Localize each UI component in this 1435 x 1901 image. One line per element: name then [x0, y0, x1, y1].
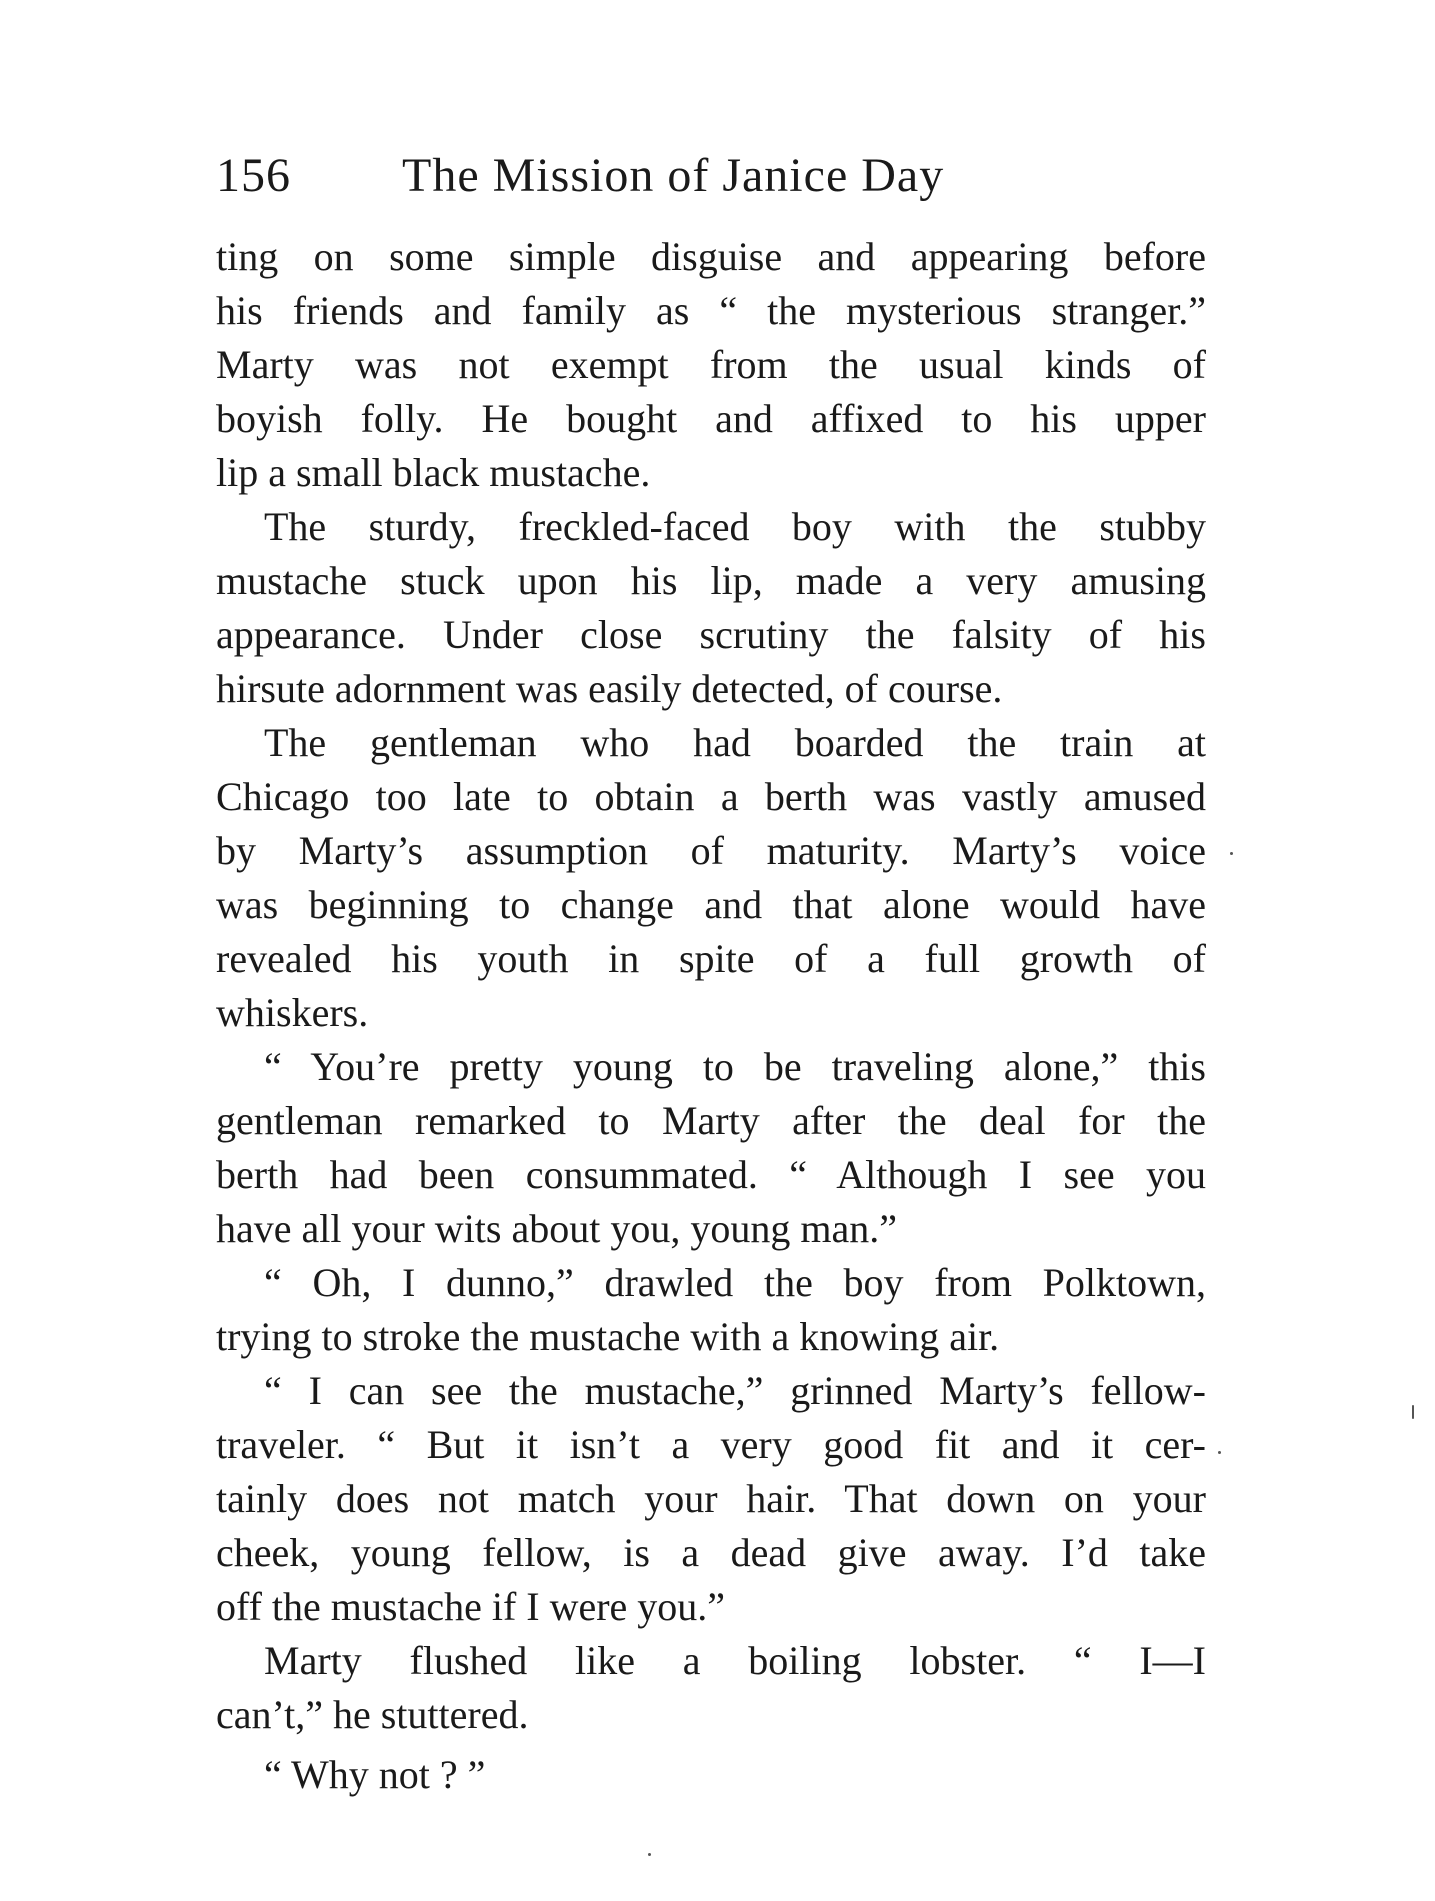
text-line: trying to stroke the mustache with a knowing air. [216, 1314, 1000, 1359]
scan-speck [1230, 852, 1233, 855]
running-header [216, 146, 1026, 206]
text-line: whiskers. [216, 990, 369, 1035]
text-line: “ I can see the mustache,” grinned Marty’s fellow- [264, 1368, 1206, 1413]
text-line: The gentleman who had boarded the train at [264, 720, 1206, 765]
page-number: 156 [216, 149, 291, 202]
text-line: Marty flushed like a boiling lobster. “ I—I [264, 1638, 1206, 1683]
scan-speck [648, 1853, 651, 1856]
text-line: hirsute adornment was easily detected, of course. [216, 666, 1003, 711]
text-line: appearance. Under close scrutiny the falsity of his [216, 612, 1206, 657]
scan-speck [1412, 1405, 1414, 1419]
text-line: berth had been consummated. “ Although I see you [216, 1152, 1206, 1197]
text-line: ting on some simple disguise and appearing before [216, 234, 1206, 279]
text-line: can’t,” he stuttered. [216, 1692, 529, 1737]
text-line: off the mustache if I were you.” [216, 1584, 726, 1629]
text-line: “ You’re pretty young to be traveling alone,” this [264, 1044, 1206, 1089]
running-title: The Mission of Janice Day [402, 149, 945, 202]
text-line: The sturdy, freckled-faced boy with the stubby [264, 504, 1206, 549]
text-line: tainly does not match your hair. That down on your [216, 1476, 1206, 1521]
text-line: Marty was not exempt from the usual kinds of [216, 342, 1206, 387]
text-line: lip a small black mustache. [216, 450, 651, 495]
text-line: “ Oh, I dunno,” drawled the boy from Polktown, [264, 1260, 1206, 1305]
text-line: have all your wits about you, young man.” [216, 1206, 897, 1251]
text-line: gentleman remarked to Marty after the deal for the [216, 1098, 1206, 1143]
text-line: “ Why not ? ” [264, 1752, 486, 1797]
text-line: his friends and family as “ the mysterious stranger.” [216, 288, 1206, 333]
text-line: by Marty’s assumption of maturity. Marty’s voice [216, 828, 1206, 873]
body-text [216, 230, 1206, 1802]
scan-speck [1218, 1451, 1221, 1454]
text-line: mustache stuck upon his lip, made a very amusing [216, 558, 1206, 603]
text-line: cheek, young fellow, is a dead give away. I’d take [216, 1530, 1206, 1575]
text-line: revealed his youth in spite of a full growth of [216, 936, 1206, 981]
text-line: Chicago too late to obtain a berth was vastly amused [216, 774, 1206, 819]
text-line: traveler. “ But it isn’t a very good fit and it cer- [216, 1422, 1206, 1467]
text-line: was beginning to change and that alone would have [216, 882, 1206, 927]
text-line: boyish folly. He bought and affixed to his upper [216, 396, 1206, 441]
